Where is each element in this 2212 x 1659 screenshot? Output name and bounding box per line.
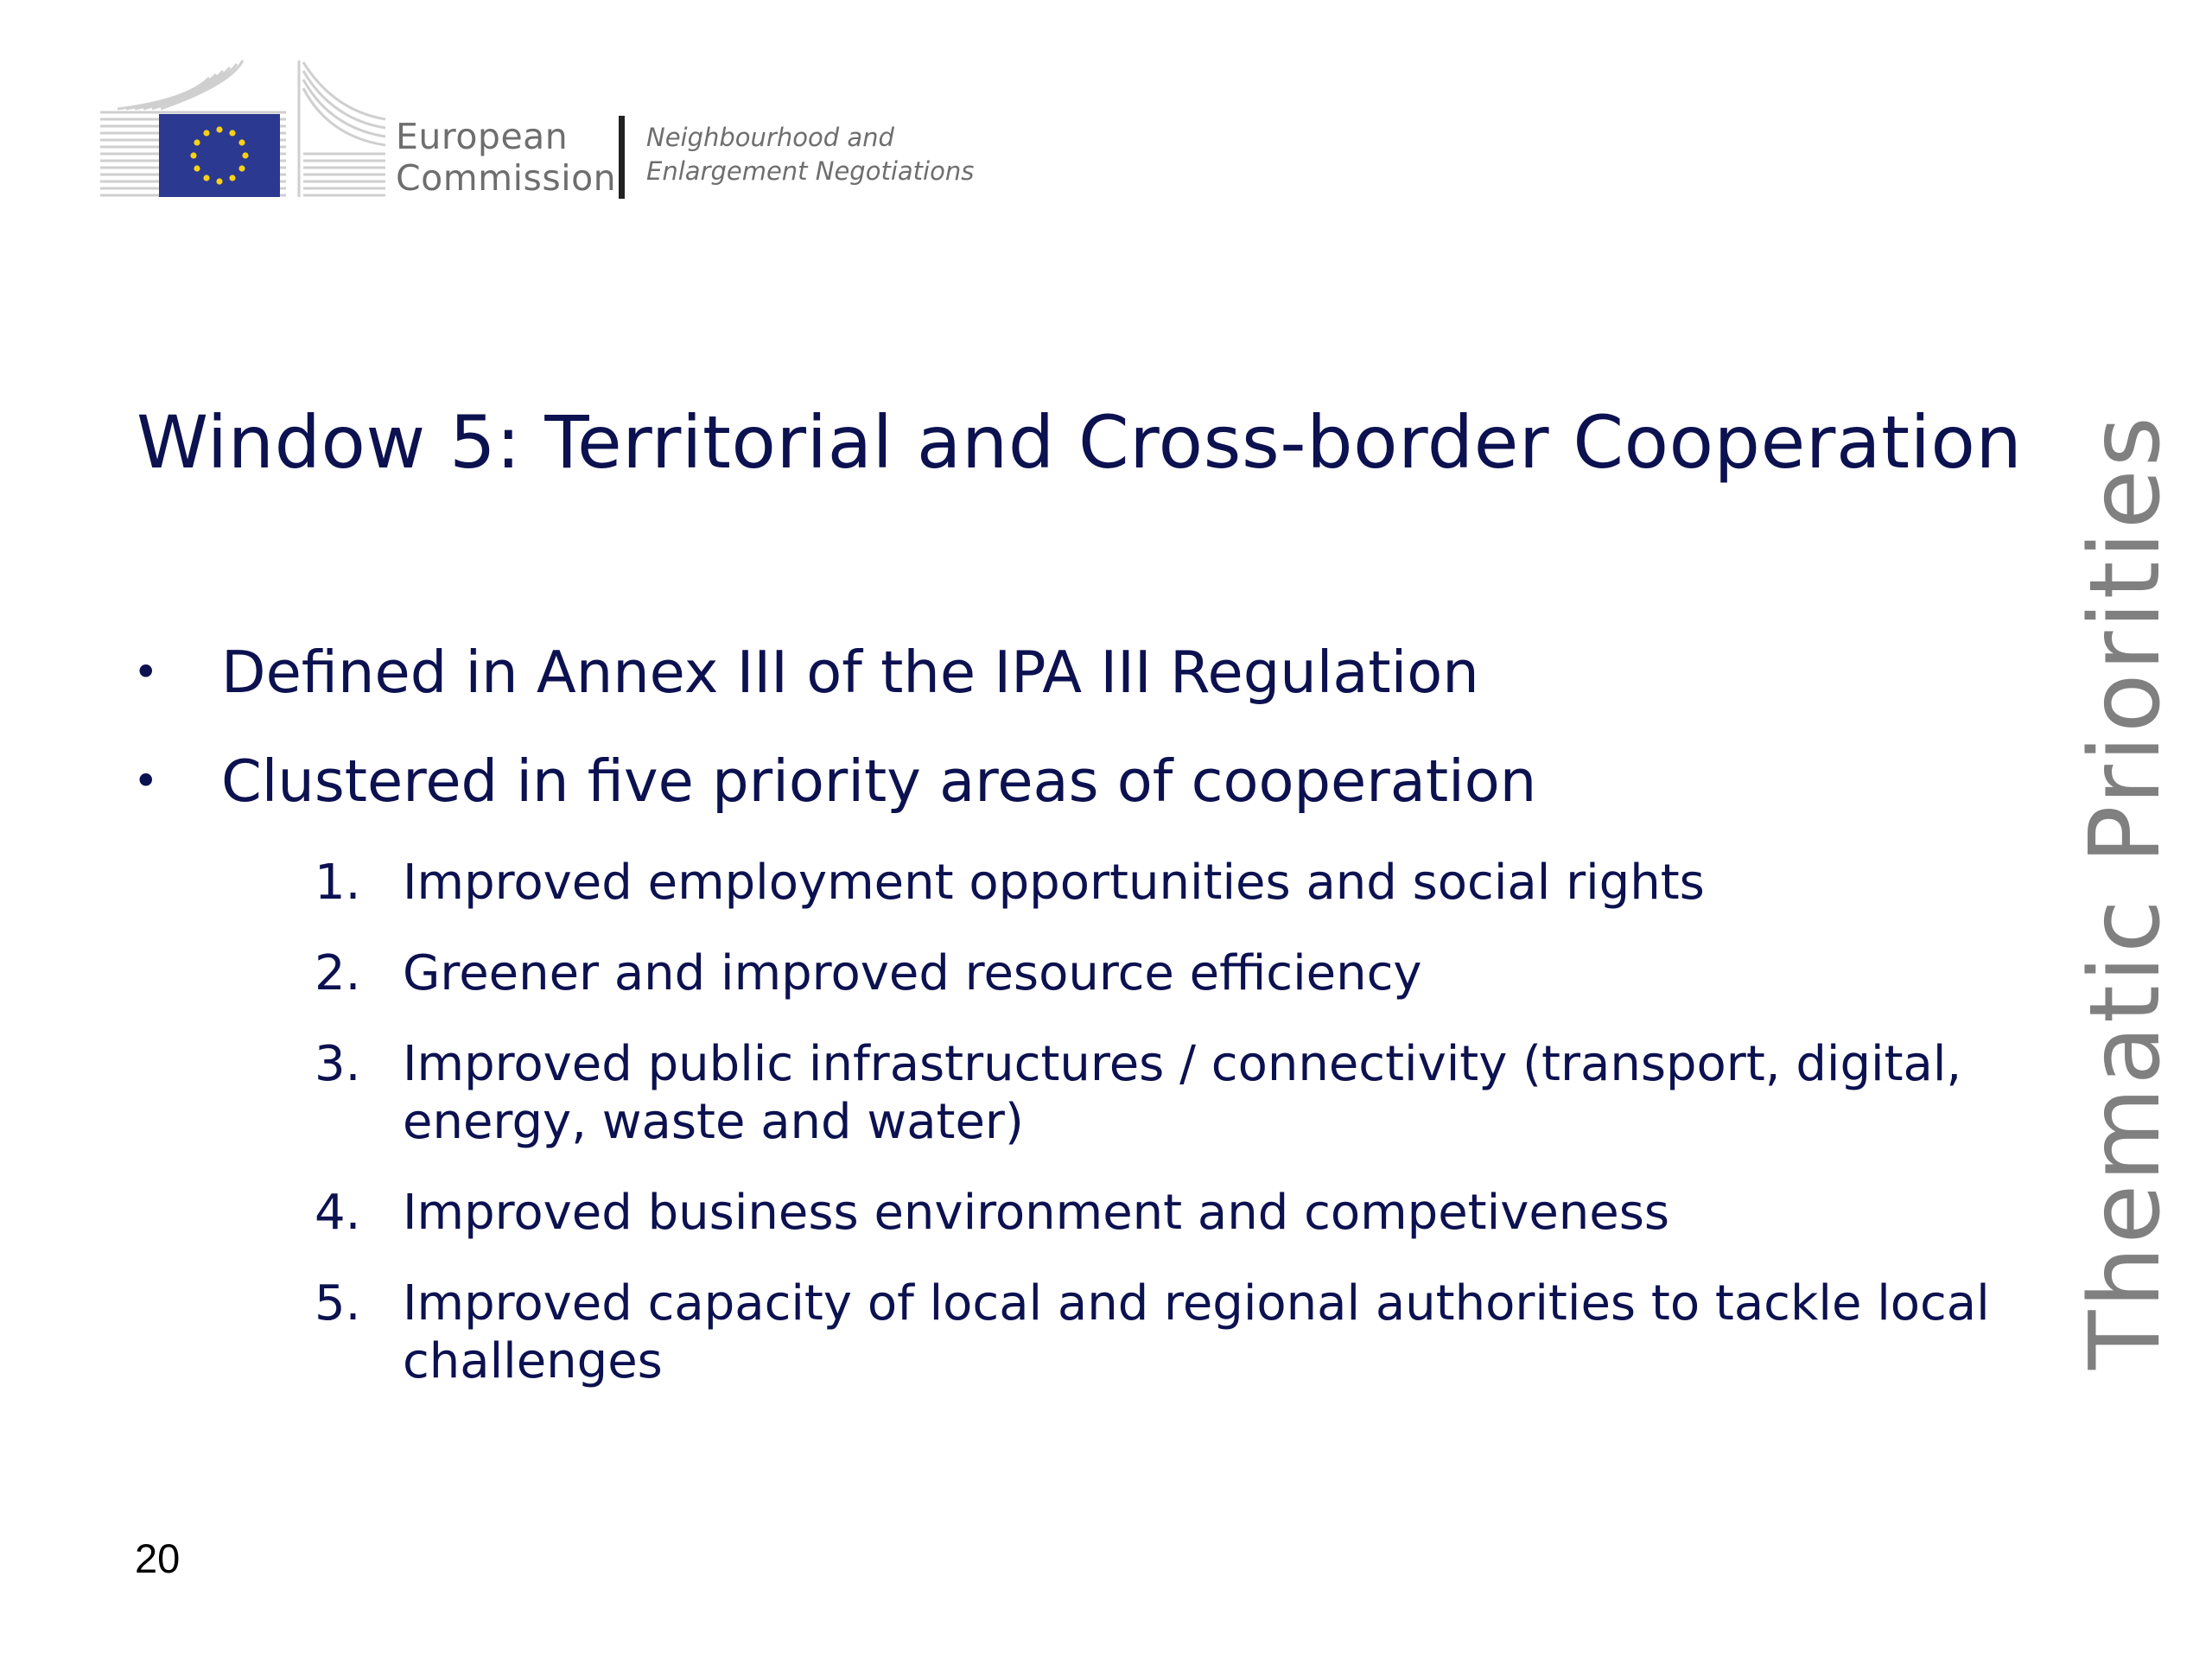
logo-dept-line1: Neighbourhood and bbox=[646, 123, 894, 152]
eu-flag-icon bbox=[159, 114, 280, 197]
priority-number: 4. bbox=[315, 1185, 361, 1241]
priority-text: Greener and improved resource efficiency bbox=[403, 945, 1422, 1001]
priority-number: 5. bbox=[315, 1275, 361, 1332]
bullet-text: Clustered in five priority areas of cooperation bbox=[221, 747, 1537, 815]
slide-title: Window 5: Territorial and Cross-border Cooperation bbox=[137, 400, 2023, 485]
section-side-label: Thematic Priorities bbox=[2069, 414, 2182, 1370]
bullet-marker: • bbox=[133, 647, 159, 697]
bullet-text: Defined in Annex III of the IPA III Regulation bbox=[221, 639, 1479, 706]
page-number: 20 bbox=[135, 1535, 181, 1581]
priority-number: 1. bbox=[315, 855, 361, 911]
logo-org-line2: Commission bbox=[396, 157, 617, 199]
logo-dept-line2: Enlargement Negotiations bbox=[646, 156, 975, 186]
priority-number: 2. bbox=[315, 945, 361, 1001]
priority-text: Improved employment opportunities and social rights bbox=[403, 855, 1705, 911]
priority-text: Improved business environment and competiveness bbox=[403, 1185, 1670, 1241]
priority-text: Improved capacity of local and regional authorities to tackle local challenges bbox=[403, 1275, 1990, 1389]
bullet-marker: • bbox=[133, 756, 159, 806]
priority-number: 3. bbox=[315, 1036, 361, 1092]
european-commission-logo bbox=[100, 59, 975, 206]
priority-text: Improved public infrastructures / connectivity (transport, digital, energy, waste and water) bbox=[403, 1036, 1962, 1150]
logo-organisation-name bbox=[396, 116, 616, 199]
logo-org-line1: European bbox=[396, 116, 569, 157]
logo-divider bbox=[619, 116, 625, 199]
logo-department-name bbox=[646, 121, 974, 188]
